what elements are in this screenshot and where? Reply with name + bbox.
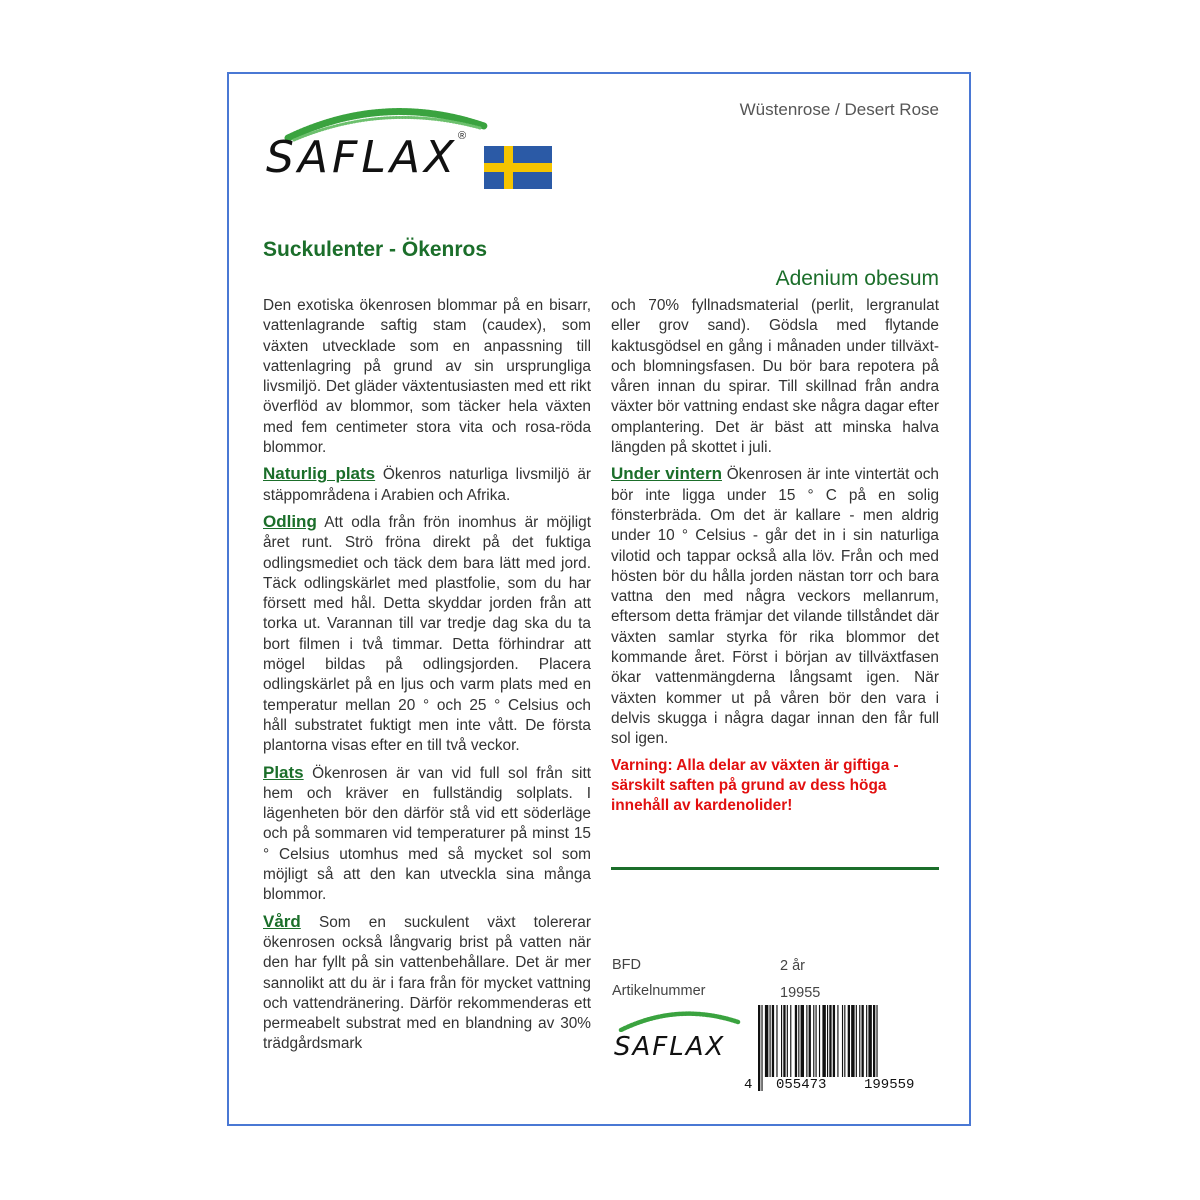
saflax-logo xyxy=(266,98,566,198)
location-paragraph xyxy=(263,763,591,906)
barcode-bar xyxy=(761,1005,762,1091)
winter-text: Ökenrosen är inte vintertät och bör inte ligga under 15 ° C på en solig fönsterbräda. Om det är kallare - men aldrig under 10 ° Celsius - går det in i sin naturliga vilotid och tappar också alla löv. Från och med hösten bör du hålla jorden nästan torr och bara vattna den med några veckors mellanrum, eftersom detta främjar det vilande tillståndet där växten samlar styrka för rika blommor det kommande året. Först i början av tillväxtfasen ökar vattenmängderna långsamt igen. När växten kommer ut på våren bör den vara i delvis skugga i några dagar innan den får full sol igen. xyxy=(611,466,939,748)
barcode-bar xyxy=(837,1005,838,1077)
barcode-bar xyxy=(790,1005,791,1077)
right-column xyxy=(611,296,939,822)
barcode-bar xyxy=(770,1005,771,1077)
page-title: Suckulenter - Ökenros xyxy=(263,238,488,261)
barcode-bar xyxy=(776,1005,777,1077)
growing-text: Att odla från frön inomhus är möjligt året runt. Strö fröna direkt på det fuktiga odlingsmediet och täck dem bara lätt med jord. Täck odlingskärlet med plastfolie, som du har försett med hål. Detta skyddar jorden från att torka ut. Varannan till var tredje dag ska du ta bort filmen i två timmar. Detta förhindrar att mögel bildas på odlingsjorden. Placera odlingskärlet på en ljus och varm plats med en temperatur mellan 20 ° och 25 ° Celsius och håll substratet fuktigt men inte vått. De första plantorna visas efter en till två veckor. xyxy=(263,513,591,755)
barcode-bar xyxy=(819,1005,820,1077)
latin-name: Adenium obesum xyxy=(775,267,939,290)
care-heading: Vård xyxy=(263,911,301,931)
barcode-bar xyxy=(809,1005,811,1077)
left-column xyxy=(263,296,591,1061)
barcode-bar xyxy=(783,1005,785,1077)
article-number-label: Artikelnummer xyxy=(612,983,706,999)
natural-location-heading: Naturlig plats xyxy=(263,464,376,484)
registered-mark: ® xyxy=(458,130,467,142)
barcode-bar xyxy=(842,1005,843,1077)
barcode-group-1: 055473 xyxy=(776,1077,827,1093)
intro-paragraph: Den exotiska ökenrosen blommar på en bisarr, vattenlagrande saftig stam (caudex), som växten utvecklade som en anpassning till vattenlagring på grund av sin ursprungliga livsmiljö. Det gläder växtentusiasten med ett rikt överflöd av blommor, som täcker hela växten med fem centimeter stora vita och rosa-röda blommor. xyxy=(263,297,591,457)
barcode-bar xyxy=(765,1005,768,1077)
winter-heading: Under vintern xyxy=(611,464,722,484)
barcode-bar xyxy=(813,1005,814,1077)
small-logo-swoosh-icon xyxy=(618,1006,742,1032)
location-text: Ökenrosen är van vid full sol från sitt hem och kräver en fullständig solplats. I lägenheten bör den därför stå vid ett söderläge och på sommaren vid temperaturer på minst 15 ° Celsius utomhus med så mycket sol som möjligt så att den kan utveckla sina många blommor. xyxy=(263,764,591,904)
growing-heading: Odling xyxy=(263,511,317,531)
care-continued-paragraph: och 70% fyllnadsmaterial (perlit, lergranulat eller grov sand). Gödsla med flytande kaktusgödsel en gång i månaden under tillväxt- och blomningsfasen. Du bör bara repotera på våren innan du spirar. Till skillnad från andra växter bör vattning endast ske några dagar efter omplantering. Det är bäst att minska halva längden på skottet i juli. xyxy=(611,297,939,457)
small-brand-name: SAFLAX xyxy=(614,1032,726,1062)
article-number-value: 19955 xyxy=(780,985,821,1001)
warning-text: Varning: Alla delar av växten är giftiga - särskilt saften på grund av dess höga innehåll av kardenolider! xyxy=(611,756,899,815)
barcode-bar xyxy=(822,1005,825,1077)
barcode-bar xyxy=(816,1005,817,1077)
natural-location-paragraph xyxy=(263,464,591,506)
barcode-bar xyxy=(851,1005,854,1077)
barcode-bar xyxy=(829,1005,831,1077)
barcode-bar xyxy=(801,1005,804,1077)
barcode-bar xyxy=(827,1005,828,1077)
bfd-label: BFD xyxy=(612,957,641,973)
barcode-bar xyxy=(781,1005,782,1077)
barcode-bar xyxy=(798,1005,799,1077)
barcode-bar xyxy=(806,1005,807,1077)
care-paragraph xyxy=(263,912,591,1055)
winter-paragraph xyxy=(611,464,939,749)
barcode-bar xyxy=(866,1005,867,1077)
saflax-small-logo xyxy=(612,1004,742,1070)
barcode-bar xyxy=(859,1005,860,1077)
barcode-bar xyxy=(833,1005,835,1077)
product-name: Wüstenrose / Desert Rose xyxy=(739,100,939,119)
brand-name: SAFLAX xyxy=(266,132,459,183)
sweden-flag-icon xyxy=(484,146,552,189)
barcode-bar xyxy=(844,1005,845,1077)
barcode-bar xyxy=(848,1005,850,1077)
care-text: Som en suckulent växt tolererar ökenrosen också långvarig brist på vatten när den har fyllt på sin vattenbehållare. Det är mer sannolikt att du är i fara från för mycket vattning och vattendränering. Därför rekommenderas ett permeabelt substrat med en blandning av 30% trädgårdsmark xyxy=(263,913,591,1053)
barcode-first-digit: 4 xyxy=(744,1077,753,1093)
barcode-bar xyxy=(758,1005,760,1091)
barcode-bar xyxy=(772,1005,774,1077)
growing-paragraph xyxy=(263,512,591,757)
natural-location-text: Ökenros naturliga livsmiljö är stäppområdena i Arabien och Afrika. xyxy=(263,466,592,504)
bfd-value: 2 år xyxy=(780,958,805,974)
barcode-bar xyxy=(862,1005,864,1077)
barcode-bar xyxy=(787,1005,788,1077)
barcode-bar xyxy=(795,1005,797,1077)
divider-line xyxy=(611,867,939,870)
location-heading: Plats xyxy=(263,762,304,782)
barcode-bar xyxy=(868,1005,871,1077)
barcode-bar xyxy=(856,1005,857,1077)
barcode-group-2: 199559 xyxy=(864,1077,915,1093)
